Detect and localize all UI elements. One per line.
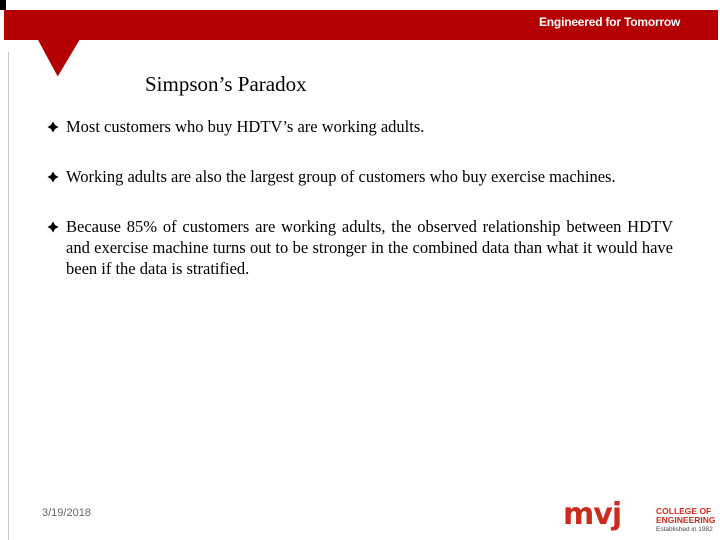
bullet-list	[47, 116, 673, 308]
diamond-bullet-icon	[47, 221, 59, 233]
college-logo	[563, 497, 719, 539]
header-tagline: Engineered for Tomorrow	[539, 15, 681, 29]
header-band	[0, 0, 720, 80]
logo-wordmark: mvj	[563, 497, 622, 532]
logo-established: Established in 1982	[656, 526, 713, 533]
bullet-text: Most customers who buy HDTV’s are working adults.	[66, 117, 425, 136]
diamond-bullet-icon	[47, 171, 59, 183]
logo-line-1: COLLEGE OF	[656, 506, 712, 516]
slide-title: Simpson’s Paradox	[145, 72, 307, 96]
left-rule	[8, 52, 9, 540]
bullet-item	[47, 116, 673, 137]
bullet-item	[47, 166, 673, 187]
bullet-text: Working adults are also the largest group of customers who buy exercise machines.	[66, 167, 616, 186]
diamond-bullet-icon	[47, 121, 59, 133]
bullet-text: Because 85% of customers are working adults, the observed relationship between HDTV and exercise machine turns out to be stronger in the combined data than what it would have been if the data is stratified.	[66, 217, 673, 278]
slide-date: 3/19/2018	[42, 507, 91, 519]
logo-text	[656, 507, 716, 535]
logo-line-2: ENGINEERING	[656, 514, 716, 525]
bullet-item	[47, 216, 673, 279]
